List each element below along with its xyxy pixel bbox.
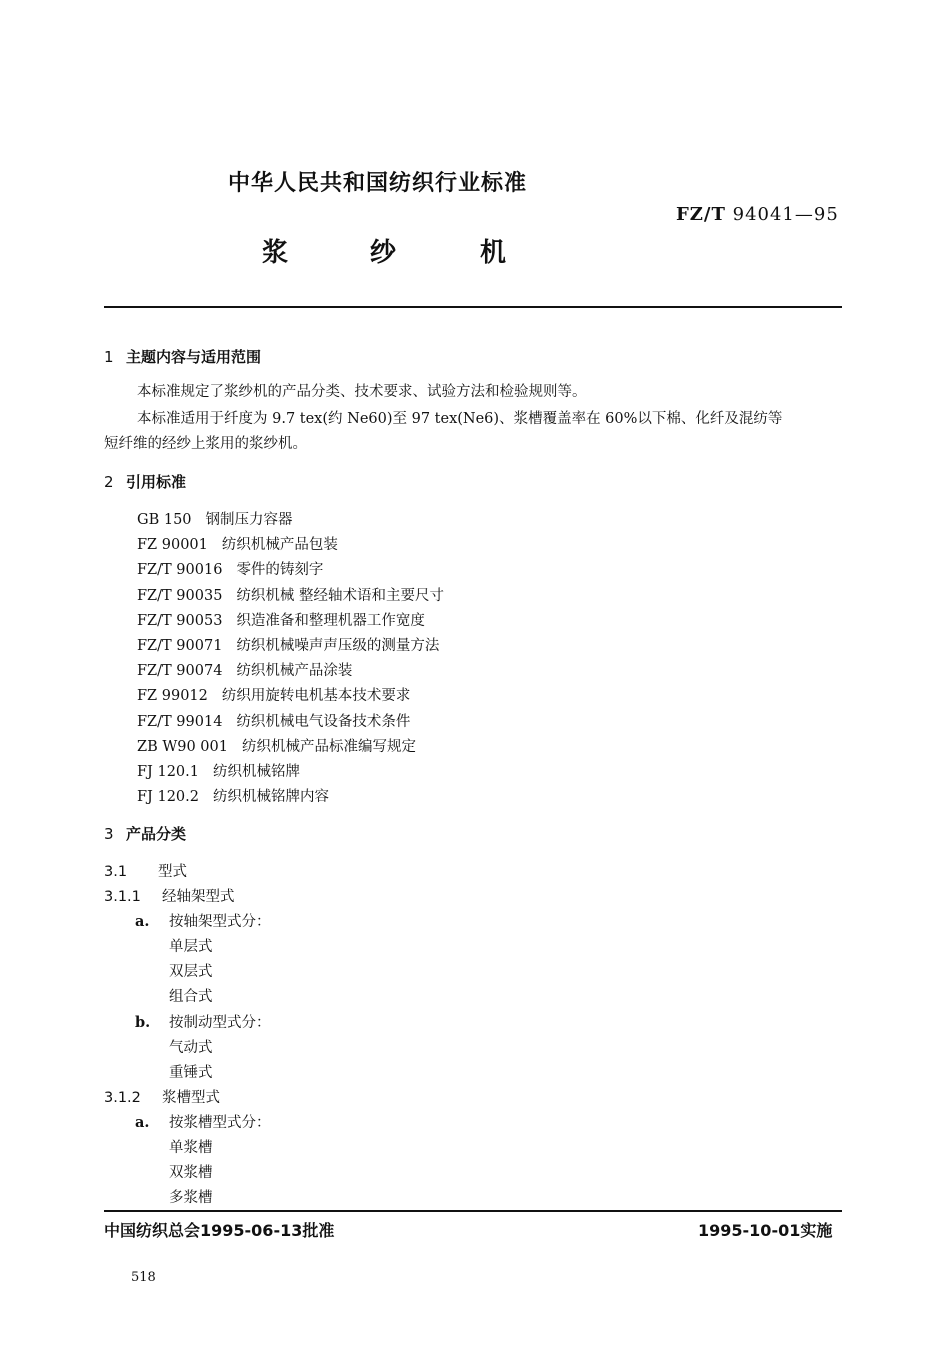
list-item: 多浆槽 [169,1190,213,1206]
subsection-number: 3.1 [104,864,128,880]
footer-divider [104,1210,842,1212]
reference-code: FZ/T 90071 [137,638,223,654]
reference-code: FJ 120.1 [137,764,199,780]
reference-item [137,760,300,781]
list-a-label [135,1111,271,1132]
list-item: 单层式 [169,939,213,955]
reference-item [137,710,410,731]
list-item: 气动式 [169,1040,213,1056]
reference-code: FZ 90001 [137,537,208,554]
reference-name: 纺织机械产品涂装 [236,663,353,680]
reference-code: FZ/T 90074 [137,663,223,680]
list-a-label [135,910,271,931]
list-item: 重锤式 [169,1065,213,1081]
list-marker: b. [135,1014,151,1031]
section-3-heading [104,823,186,844]
subsection-title: 浆槽型式 [162,1090,220,1106]
section-1-para-2-cont: 短纤维的经纱上浆用的浆纱机。 [104,436,307,452]
reference-name: 纺织机械电气设备技术条件 [236,713,411,730]
section-1-heading [104,346,261,367]
list-item: 双浆槽 [169,1165,213,1181]
section-title: 主题内容与适用范围 [126,348,262,366]
standard-number [676,204,839,225]
reference-item [137,684,410,705]
subsection-number: 3.1.2 [104,1090,141,1106]
reference-name: 纺织机械产品标准编写规定 [241,738,416,755]
reference-item [137,558,323,579]
standard-prefix: FZ/T [676,204,726,225]
section-1-para-1: 本标准规定了浆纱机的产品分类、技术要求、试验方法和检验规则等。 [137,384,587,400]
title-char-3: 机 [480,238,507,268]
reference-item [137,508,293,529]
list-marker: a. [135,1114,150,1131]
list-b-label [135,1011,271,1032]
subsection-title: 经轴架型式 [162,889,235,905]
reference-name: 纺织用旋转电机基本技术要求 [221,688,411,705]
subsection-3-1-1 [104,885,235,906]
subsection-3-1 [104,860,187,881]
reference-name: 纺织机械铭牌内容 [213,789,329,806]
reference-name: 纺织机械噪声声压级的测量方法 [236,638,440,654]
subsection-title: 型式 [158,864,187,880]
reference-item [137,533,338,554]
reference-item [137,584,444,605]
reference-name: 纺织机械 整经轴术语和主要尺寸 [236,587,445,604]
section-title: 引用标准 [126,473,187,491]
reference-item [137,659,352,680]
section-number: 2 [104,473,114,491]
section-title: 产品分类 [126,825,187,843]
reference-code: FZ/T 90016 [137,562,223,579]
reference-name: 钢制压力容器 [205,512,293,528]
approval-line: 中国纺织总会1995-06-13批准 [104,1221,335,1240]
subsection-3-1-2 [104,1086,220,1107]
reference-name: 零件的铸刻字 [236,562,324,579]
list-item: 双层式 [169,964,213,980]
reference-code: FZ/T 99014 [137,713,223,730]
list-marker: a. [135,913,150,930]
title-char-2: 纱 [370,238,397,268]
list-item: 组合式 [169,989,213,1005]
section-number: 1 [104,348,114,366]
title-char-1: 浆 [262,238,289,268]
section-1-para-2: 本标准适用于纤度为 9.7 tex(约 Ne60)至 97 tex(Ne6)、浆槽覆盖率在 60%以下棉、化纤及混纺等 [137,411,783,427]
section-2-heading [104,471,186,492]
list-label: 按轴架型式分： [169,914,271,930]
reference-item [137,609,425,630]
list-label: 按制动型式分： [169,1015,271,1031]
reference-item [137,735,416,756]
reference-item [137,634,439,655]
reference-code: ZB W90 001 [137,738,228,755]
reference-name: 织造准备和整理机器工作宽度 [236,612,425,629]
reference-name: 纺织机械产品包装 [221,537,338,554]
standard-code: 94041—95 [732,204,839,225]
org-title: 中华人民共和国纺织行业标准 [228,171,528,196]
reference-item [137,785,329,806]
reference-code: FZ/T 90053 [137,612,223,629]
reference-name: 纺织机械铭牌 [213,764,300,780]
reference-code: FZ/T 90035 [137,587,223,604]
list-label: 按浆槽型式分： [169,1115,271,1131]
section-number: 3 [104,825,114,843]
subsection-number: 3.1.1 [104,889,141,905]
page-number: 518 [131,1270,156,1285]
list-item: 单浆槽 [169,1140,213,1156]
effective-date: 1995-10-01实施 [698,1221,833,1240]
header-divider [104,306,842,308]
reference-code: FZ 99012 [137,688,208,705]
reference-code: FJ 120.2 [137,789,199,806]
reference-code: GB 150 [137,512,192,528]
